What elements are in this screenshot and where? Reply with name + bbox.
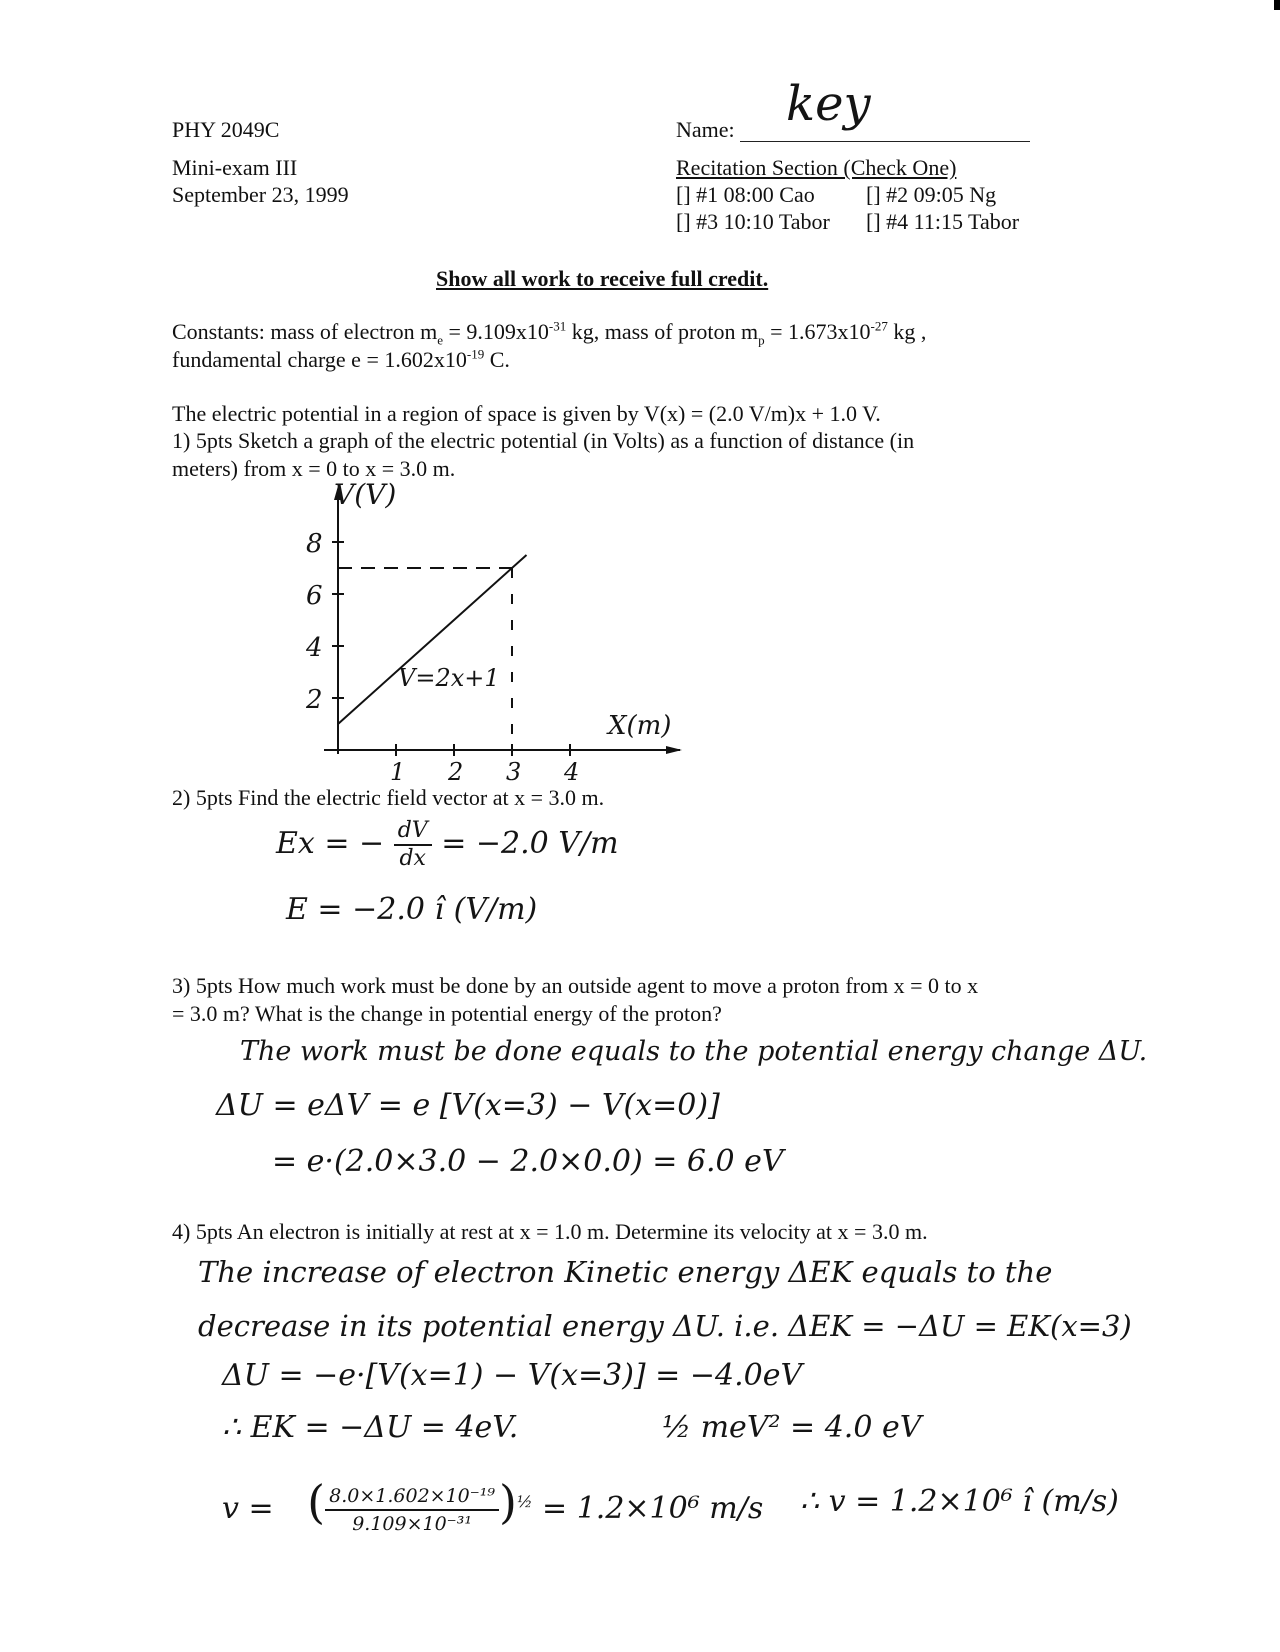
x-axis-arrowhead: [666, 746, 682, 754]
x-tick-label: 1: [390, 758, 406, 786]
q2-prompt: 2) 5pts Find the electric field vector at x = 3.0 m.: [172, 785, 605, 810]
q4-answer-line-2: decrease in its potential energy ΔU. i.e. ΔEK = −ΔU = EK(x=3): [198, 1309, 1132, 1343]
q1-prompt-line-2: meters) from x = 0 to x = 3.0 m.: [172, 456, 456, 481]
q1-prompt-line-1: 1) 5pts Sketch a graph of the electric potential (in Volts) as a function of distance (in: [172, 428, 915, 453]
section-text: #4 11:15 Tabor: [886, 209, 1020, 234]
derivative-fraction: $\frac{dV}{dx}$: [394, 818, 432, 872]
exam-title: Mini-exam III: [172, 155, 298, 180]
x-tick-label: 3: [506, 758, 522, 786]
q2-answer-line-2: E = −2.0 î (V/m): [286, 892, 538, 927]
y-axis-label: V(V): [334, 478, 397, 511]
q3-prompt-line-1: 3) 5pts How much work must be done by an outside agent to move a proton from x = 0 to x: [172, 973, 979, 998]
x-axis-label: X(m): [608, 711, 672, 741]
section-option-3: [676, 208, 830, 236]
q4-answer-line-5: v = ( $\frac{\text{8.0×1.602×10⁻¹⁹}}{\text{9.109×10⁻³¹}}$ )$^{\frac{1}{2}}$ = 1.2×10⁶ m/s: [222, 1475, 764, 1535]
q4-answer-line-3: ΔU = −e·[V(x=1) − V(x=3)] = −4.0eV: [222, 1358, 803, 1393]
section-text: #2 09:05 Ng: [886, 182, 997, 207]
x-tick-label: 4: [564, 758, 580, 786]
q4-answer-line-4a: ∴ EK = −ΔU = 4eV.: [222, 1410, 519, 1445]
y-tick-label: 2: [306, 685, 323, 715]
section-text: #3 10:10 Tabor: [696, 209, 830, 234]
section-text: #1 08:00 Cao: [696, 182, 815, 207]
constants-line-1: Constants: mass of electron $m_e = 9.109x10^{-31}$ kg, mass of proton $m_p = 1.673x10^{-27}$ kg ,: [172, 318, 927, 348]
q4-answer-line-1: The increase of electron Kinetic energy ΔEK equals to the: [198, 1255, 1053, 1289]
q3-answer-line-3: = e·(2.0×3.0 − 2.0×0.0) = 6.0 eV: [272, 1144, 784, 1179]
q4-answer-line-4b: ½ meV² = 4.0 eV: [662, 1410, 922, 1445]
checkbox: []: [866, 209, 881, 234]
name-label: Name:: [676, 117, 735, 142]
q4-answer-final-vector: ∴ v = 1.2×10⁶ î (m/s): [800, 1484, 1119, 1519]
line-equation-label: V=2x+1: [398, 664, 500, 692]
checkbox: []: [676, 209, 691, 234]
y-tick-label: 6: [306, 581, 323, 611]
course-code: PHY 2049C: [172, 117, 280, 142]
section-option-4: [866, 208, 1019, 236]
problem-intro: The electric potential in a region of space is given by V(x) = (2.0 V/m)x + 1.0 V.: [172, 401, 881, 426]
velocity-fraction: $\frac{\text{8.0×1.602×10⁻¹⁹}}{\text{9.109×10⁻³¹}}$: [325, 1483, 499, 1537]
y-tick-label: 4: [306, 633, 323, 663]
q2-answer-line-1: Ex = − $\frac{dV}{dx}$ = −2.0 V/m: [276, 818, 619, 871]
series-line: [338, 555, 527, 724]
exam-date: September 23, 1999: [172, 182, 349, 207]
q3-answer-line-1: The work must be done equals to the potential energy change ΔU.: [240, 1036, 1148, 1067]
name-value-handwritten: key: [786, 76, 871, 132]
q3-prompt-line-2: = 3.0 m? What is the change in potential energy of the proton?: [172, 1001, 722, 1026]
section-option-1: [676, 181, 815, 209]
name-line: [740, 141, 1030, 142]
q4-prompt: 4) 5pts An electron is initially at rest at x = 1.0 m. Determine its velocity at x = 3.0 m.: [172, 1219, 928, 1244]
checkbox: []: [676, 182, 691, 207]
section-option-2: [866, 181, 996, 209]
y-tick-label: 8: [306, 529, 323, 559]
x-tick-label: 2: [448, 758, 464, 786]
scan-corner-mark: [1274, 0, 1280, 10]
potential-graph: [290, 478, 710, 788]
recitation-label: Recitation Section (Check One): [676, 155, 957, 180]
checkbox: []: [866, 182, 881, 207]
q3-answer-line-2: ΔU = eΔV = e [V(x=3) − V(x=0)]: [216, 1088, 720, 1123]
instructions: Show all work to receive full credit.: [436, 266, 769, 291]
constants-line-2: fundamental charge $e = 1.602x10^{-19}$ C.: [172, 346, 510, 372]
